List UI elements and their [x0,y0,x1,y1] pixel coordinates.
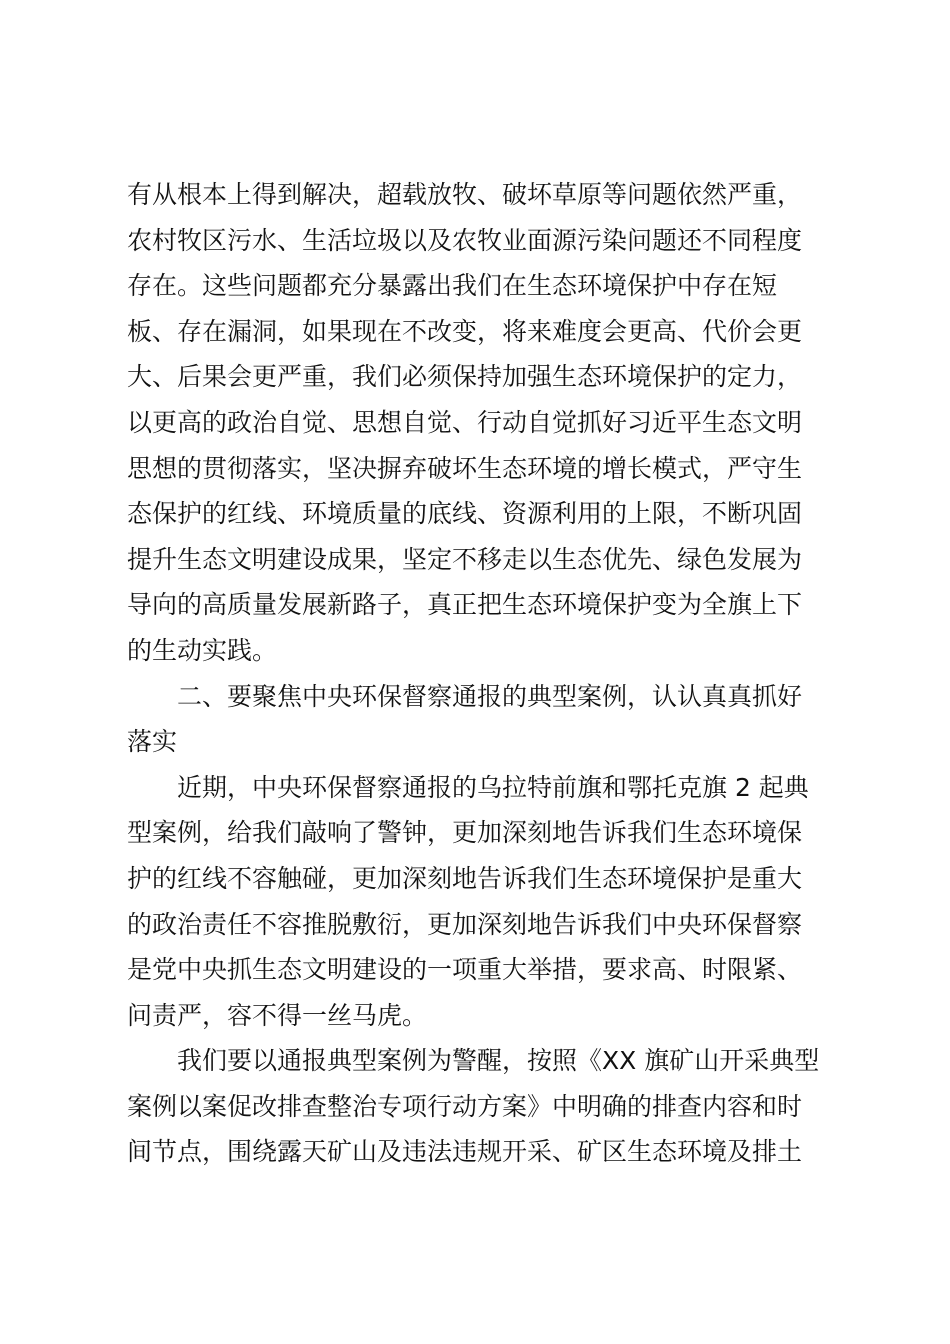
paragraph-continuation [127,172,827,674]
text-line: 我们要以通报典型案例为警醒，按照《XX 旗矿山开采典型 [177,1046,820,1076]
text-line: 是党中央抓生态文明建设的一项重大举措，要求高、时限紧、 [127,955,803,985]
text-line: 农村牧区污水、生活垃圾以及农牧业面源污染问题还不同程度 [127,225,803,255]
document-body [127,172,827,1175]
text-line: 护的红线不容触碰，更加深刻地告诉我们生态环境保护是重大 [127,863,803,893]
text-line: 有从根本上得到解决，超载放牧、破坏草原等问题依然严重， [127,180,803,209]
text-line: 态保护的红线、环境质量的底线、资源利用的上限，不断巩固 [127,499,803,529]
text-line: 问责严，容不得一丝马虎。 [127,1000,428,1030]
text-line: 型案例，给我们敲响了警钟，更加深刻地告诉我们生态环境保 [127,818,803,848]
text-line: 的政治责任不容推脱敷衍，更加深刻地告诉我们中央环保督察 [127,909,803,939]
text-line: 板、存在漏洞，如果现在不改变，将来难度会更高、代价会更 [127,316,803,346]
text-line: 落实 [127,727,178,757]
text-line: 二、要聚焦中央环保督察通报的典型案例，认认真真抓好 [177,681,803,711]
text-line: 提升生态文明建设成果，坚定不移走以生态优先、绿色发展为 [127,544,803,574]
text-line: 大、后果会更严重，我们必须保持加强生态环境保护的定力， [127,362,803,392]
text-line: 的生动实践。 [127,635,278,665]
paragraph-warning [127,1038,827,1175]
text-line: 存在。这些问题都充分暴露出我们在生态环境保护中存在短 [127,271,778,301]
paragraph-cases [127,765,827,1039]
section-heading-2 [127,674,827,765]
text-line: 近期，中央环保督察通报的乌拉特前旗和鄂托克旗 2 起典 [177,772,809,802]
text-line: 间节点，围绕露天矿山及违法违规开采、矿区生态环境及排土 [127,1137,803,1167]
text-line: 以更高的政治自觉、思想自觉、行动自觉抓好习近平生态文明 [127,407,803,437]
text-line: 案例以案促改排查整治专项行动方案》中明确的排查内容和时 [127,1091,803,1121]
text-line: 思想的贯彻落实，坚决摒弃破坏生态环境的增长模式，严守生 [127,453,803,483]
text-line: 导向的高质量发展新路子，真正把生态环境保护变为全旗上下 [127,590,803,620]
